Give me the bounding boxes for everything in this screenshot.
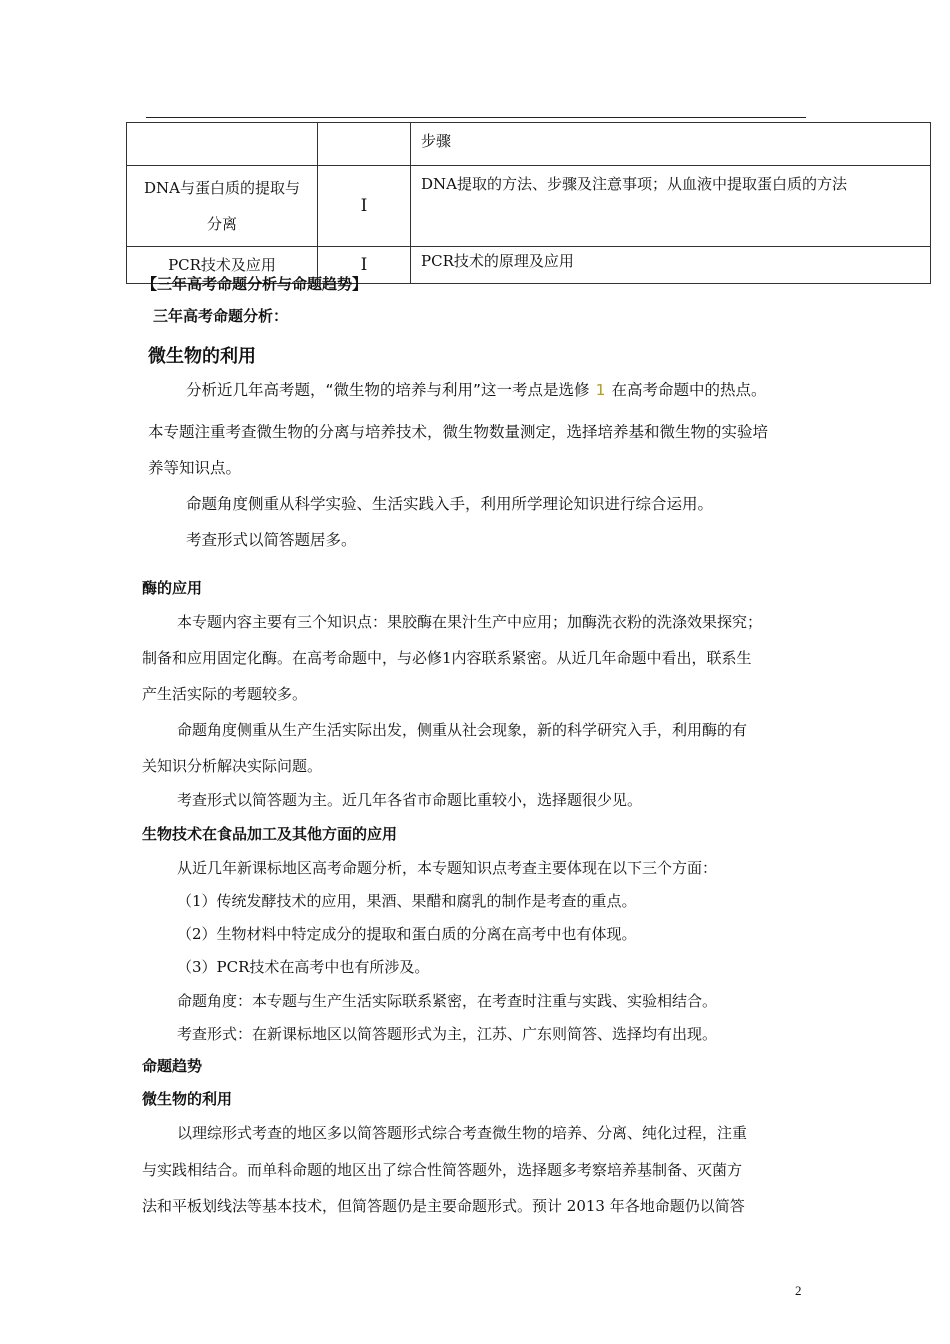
section-heading: 【三年高考命题分析与命题趋势】 [142,275,368,293]
requirements-table [126,122,931,284]
microbe-highlight: 1 [595,381,606,399]
table-cell-topic [127,166,318,247]
biotech-list-item: （2）生物材料中特定成分的提取和蛋白质的分离在高考中也有体现。 [177,925,637,943]
trend-title: 命题趋势 [142,1057,203,1075]
table-cell-topic-line: DNA与蛋白质的提取与 [144,179,300,197]
enzyme-text-line: 制备和应用固定化酶。在高考命题中，与必修1内容联系紧密。从近几年命题中看出，联系生 [142,649,752,667]
enzyme-text-line: 产生活实际的考题较多。 [142,685,308,703]
table-cell-topic: PCR技术及应用 [127,247,318,284]
enzyme-text-line: 命题角度侧重从生产生活实际出发，侧重从社会现象，新的科学研究入手，利用酶的有 [177,721,748,739]
microbe-analysis-image [140,336,830,566]
microbe-paragraph-line: 养等知识点。 [148,459,242,477]
table-cell-content: 步骤 [411,123,931,166]
microbe-title: 微生物的利用 [148,346,256,367]
table-cell-content: DNA提取的方法、步骤及注意事项；从血液中提取蛋白质的方法 [411,166,931,247]
trend-text-line: 以理综形式考查的地区多以简答题形式综合考查微生物的培养、分离、纯化过程，注重 [177,1124,748,1142]
table-cell-level: I [318,166,411,247]
header-rule [146,117,806,118]
trend-text-line: 法和平板划线法等基本技术，但简答题仍是主要命题形式。预计 2013 年各地命题仍以简答 [142,1197,745,1215]
trend-subtitle: 微生物的利用 [142,1090,233,1108]
table-cell-level: I [318,247,411,284]
microbe-text: 分析近几年高考题，“微生物的培养与利用”这一考点是选修 [186,381,590,399]
page-number: 2 [795,1283,802,1298]
enzyme-text-line: 本专题内容主要有三个知识点：果胶酶在果汁生产中应用；加酶洗衣粉的洗涤效果探究； [177,613,763,631]
enzyme-text-line: 关知识分析解决实际问题。 [142,757,323,775]
biotech-title: 生物技术在食品加工及其他方面的应用 [142,825,398,843]
microbe-paragraph-line: 命题角度侧重从科学实验、生活实践入手，利用所学理论知识进行综合运用。 [186,495,714,513]
biotech-list-item: （3）PCR技术在高考中也有所涉及。 [177,958,430,976]
biotech-text-line: 命题角度：本专题与生产生活实际联系紧密，在考查时注重与实践、实验相结合。 [177,992,718,1010]
table-cell-topic-line: 分离 [206,215,237,233]
microbe-paragraph-line [186,378,766,400]
enzyme-title: 酶的应用 [142,579,203,597]
biotech-text-line: 从近几年新课标地区高考命题分析，本专题知识点考查主要体现在以下三个方面： [177,859,718,877]
enzyme-text-line: 考查形式以简答题为主。近几年各省市命题比重较小，选择题很少见。 [177,791,643,809]
microbe-paragraph-line: 本专题注重考查微生物的分离与培养技术，微生物数量测定，选择培养基和微生物的实验培 [148,423,769,441]
table-row [127,123,931,166]
microbe-text: 在高考命题中的热点。 [611,381,767,399]
table-cell-content: PCR技术的原理及应用 [411,247,931,284]
analysis-subheading: 三年高考命题分析： [153,307,289,325]
biotech-text-line: 考查形式：在新课标地区以简答题形式为主，江苏、广东则简答、选择均有出现。 [177,1025,718,1043]
table-row [127,166,931,247]
trend-text-line: 与实践相结合。而单科命题的地区出了综合性简答题外，选择题多考察培养基制备、灭菌方 [142,1161,743,1179]
table-cell-level [318,123,411,166]
biotech-list-item: （1）传统发酵技术的应用，果酒、果醋和腐乳的制作是考查的重点。 [177,892,637,910]
table-cell-topic [127,123,318,166]
microbe-paragraph-line: 考查形式以简答题居多。 [186,531,357,549]
